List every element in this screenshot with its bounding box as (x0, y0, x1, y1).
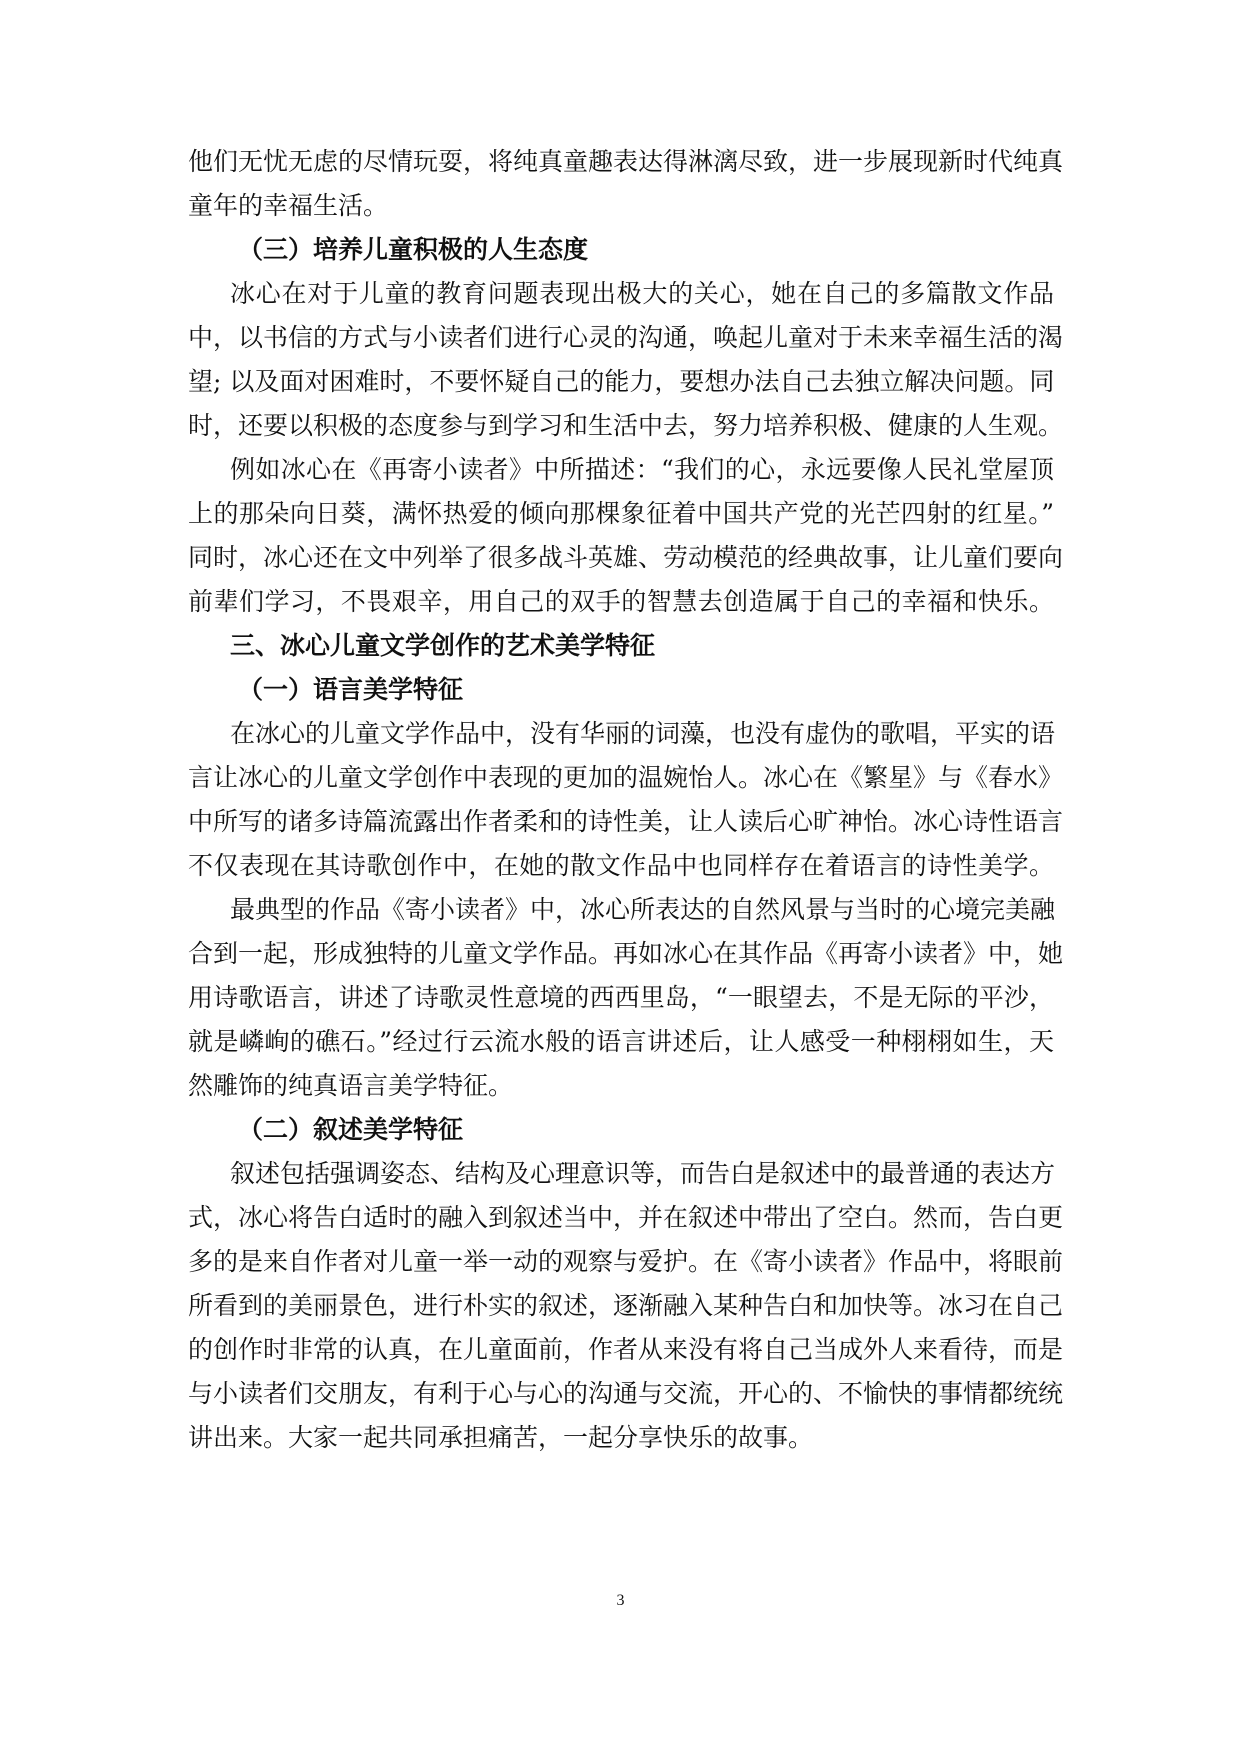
paragraph-line: 讲出来。大家一起共同承担痛苦，一起分享快乐的故事。 (188, 1423, 814, 1452)
paragraph-line: 上的那朵向日葵，满怀热爱的倾向那棵象征着中国共产党的光芒四射的红星。” (188, 499, 1054, 528)
paragraph-line: 合到一起，形成独特的儿童文学作品。再如冰心在其作品《再寄小读者》中，她 (188, 939, 1064, 968)
document-body (188, 140, 1064, 1460)
page-number: 3 (616, 1592, 625, 1609)
section-heading: （一）语言美学特征 (238, 675, 464, 704)
paragraph-line: 他们无忧无虑的尽情玩耍，将纯真童趣表达得淋漓尽致，进一步展现新时代纯真 (188, 147, 1064, 176)
paragraph-line: 中，以书信的方式与小读者们进行心灵的沟通，唤起儿童对于未来幸福生活的渴 (188, 323, 1064, 352)
paragraph-line: 与小读者们交朋友，有利于心与心的沟通与交流，开心的、不愉快的事情都统统 (188, 1379, 1064, 1408)
paragraph-line: 的创作时非常的认真，在儿童面前，作者从来没有将自己当成外人来看待，而是 (188, 1335, 1064, 1364)
paragraph-line: 在冰心的儿童文学作品中，没有华丽的词藻，也没有虚伪的歌唱，平实的语 (230, 719, 1056, 748)
paragraph-line: 多的是来自作者对儿童一举一动的观察与爱护。在《寄小读者》作品中，将眼前 (188, 1247, 1064, 1276)
paragraph-line: 然雕饰的纯真语言美学特征。 (188, 1071, 514, 1100)
paragraph-line: 同时，冰心还在文中列举了很多战斗英雄、劳动模范的经典故事，让儿童们要向 (188, 543, 1064, 572)
paragraph-line: 前辈们学习，不畏艰辛，用自己的双手的智慧去创造属于自己的幸福和快乐。 (188, 587, 1054, 616)
paragraph-line: 叙述包括强调姿态、结构及心理意识等，而告白是叙述中的最普通的表达方 (230, 1159, 1056, 1188)
paragraph-line: 用诗歌语言，讲述了诗歌灵性意境的西西里岛，“一眼望去，不是无际的平沙， (188, 983, 1054, 1012)
section-heading: （二）叙述美学特征 (238, 1115, 464, 1144)
chapter-heading: 三、冰心儿童文学创作的艺术美学特征 (230, 631, 656, 660)
section-heading: （三）培养儿童积极的人生态度 (238, 235, 589, 264)
paragraph-line: 童年的幸福生活。 (188, 191, 389, 220)
paragraph-line: 例如冰心在《再寄小读者》中所描述：“我们的心，永远要像人民礼堂屋顶 (230, 455, 1054, 484)
paragraph-line: 言让冰心的儿童文学创作中表现的更加的温婉怡人。冰心在《繁星》与《春水》 (188, 763, 1064, 792)
paragraph-line: 最典型的作品《寄小读者》中，冰心所表达的自然风景与当时的心境完美融 (230, 895, 1056, 924)
paragraph-line: 冰心在对于儿童的教育问题表现出极大的关心，她在自己的多篇散文作品 (230, 279, 1054, 308)
paragraph-line: 不仅表现在其诗歌创作中，在她的散文作品中也同样存在着语言的诗性美学。 (188, 851, 1054, 880)
paragraph-line: 中所写的诸多诗篇流露出作者柔和的诗性美，让人读后心旷神怡。冰心诗性语言 (188, 807, 1064, 836)
paragraph-line: 所看到的美丽景色，进行朴实的叙述，逐渐融入某种告白和加快等。冰习在自己 (188, 1291, 1064, 1320)
paragraph-line: 望; 以及面对困难时，不要怀疑自己的能力，要想办法自己去独立解决问题。同 (188, 367, 1055, 396)
paragraph-line: 式，冰心将告白适时的融入到叙述当中，并在叙述中带出了空白。然而，告白更 (188, 1203, 1064, 1232)
paragraph-line: 就是嶙峋的礁石。”经过行云流水般的语言讲述后，让人感受一种栩栩如生，天 (188, 1027, 1054, 1056)
paragraph-line: 时，还要以积极的态度参与到学习和生活中去，努力培养积极、健康的人生观。 (188, 411, 1064, 440)
